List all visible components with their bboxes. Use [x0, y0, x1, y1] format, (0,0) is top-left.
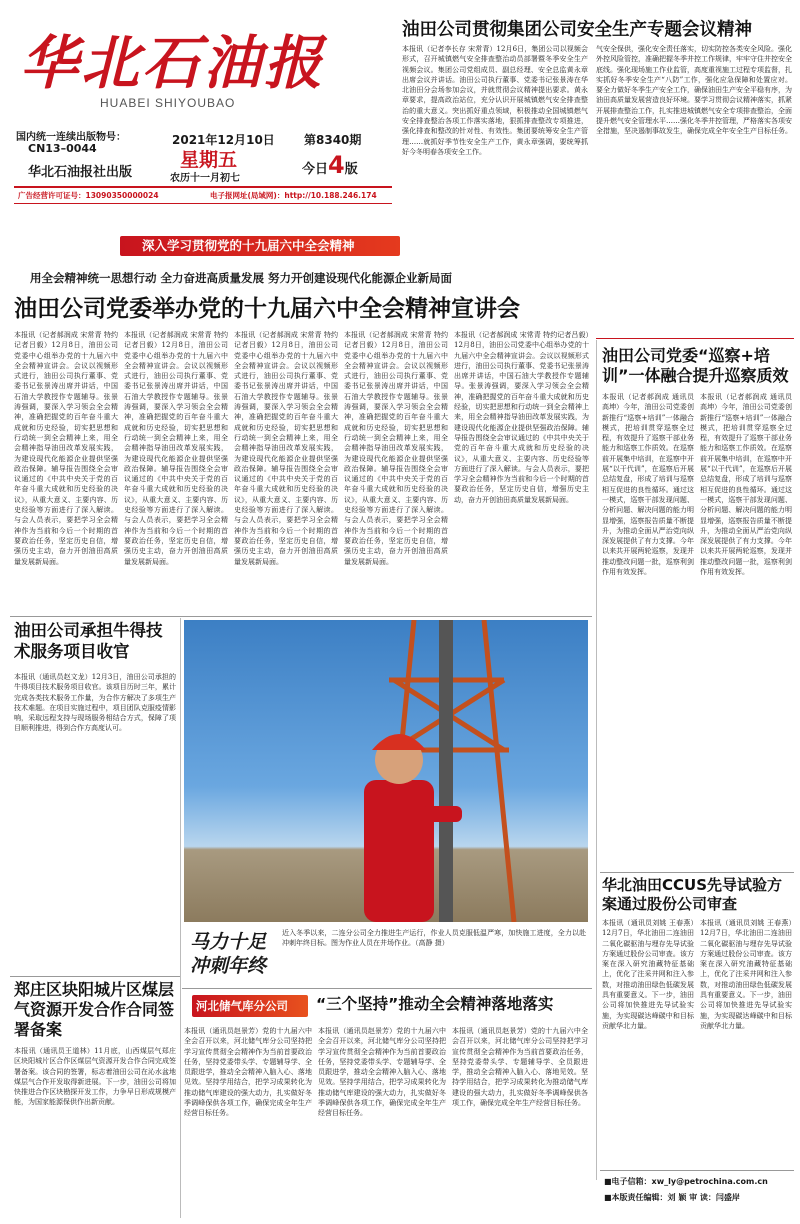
special-banner-text: 深入学习贯彻党的十九届六中全会精神 [142, 238, 355, 253]
patrol-body-col1: 本报讯（记者郝润成 通讯员高坤）今年，油田公司党委创新推行“巡察+培训”一体融合模式，把培训贯穿巡察全过程，有效提升了巡察干部业务能力和巡察工作质效。在巡察前开展集中培训，在巡察中开展“以干代训”，在巡察后开展总结复盘，形成了培训与巡察相互促进的良性循环。通过这一模式，巡察干部发现问题、分析问题、解决问题的能力明显增强，巡察报告质量不断提升，为推动全面从严治党向纵深发展提供了有力支撑。今年以来共开展两轮巡察，发现并推动整改问题一批，巡察利剑作用有效发挥。 [602, 393, 694, 577]
footer-email: ■电子信箱：xw_ly@petrochina.com.cn [604, 1177, 768, 1186]
masthead-pinyin: HUABEI SHIYOUBAO [100, 96, 236, 110]
main-body-col4: 本报讯（记者郝润成 宋常青 特约记者吕毅）12月8日，油田公司党委中心组举办党的十九届六中全会精神宣讲会。会议以视频形式进行，油田公司执行董事、党委书记张景涛出席并讲话，中国石油大学教授作专题辅导。张景涛强调，要深入学习领会全会精神，准确把握党的百年奋斗重大成就和历史经验，切实把思想和行动统一到全会精神上来，用全会精神指导油田改革发展实践，为建设现代化能源企业提供坚强政治保障。辅导报告围绕全会审议通过的《中共中央关于党的百年奋斗重大成就和历史经验的决议》，从重大意义、主要内容、历史经验等方面进行了深入解读。与会人员表示，要把学习全会精神作为当前和今后一个时期的首要政治任务，坚定历史自信，增强历史主动，奋力开创油田高质量发展新局面。 [344, 331, 448, 566]
divider-ccus-top [600, 872, 794, 873]
divider-hebei-top [182, 988, 592, 989]
main-headline: 油田公司党委举办党的十九届六中全会精神宣讲会 [14, 296, 520, 322]
cn-label: 国内统一连续出版物号： [16, 132, 126, 143]
photo-illustration [184, 620, 588, 922]
safety-body-left: 本报讯（记者李长存 宋常青）12月6日，集团公司以视频会形式，召开城镇燃气安全排查整治动员部署暨冬季安全生产视频会议。集团公司党组成员、副总经理、安全总监黄永章出席会议并讲话。油田公司执行董事、党委书记张景涛在华北油田分会场参加会议，并就贯彻会议精神提出要求。黄永章要求，提高政治站位，充分认识开展城镇燃气安全排查整治的重大意义。突出抓好重点领域，积极推动全国城镇燃气安全排查整治各项工作落实落地，狠抓排查整改专项推进，强化排查和整改的针对性、有效性。集团要统筹安全生产管理……就抓好季节性安全生产工作，黄永章强调，要统筹抓好今冬明春各项安全工作。 [402, 45, 588, 156]
hebei-body-col3: 本报讯（通讯员赵景芳）党的十九届六中全会召开以来，河北储气库分公司坚持把学习宣传贯彻全会精神作为当前首要政治任务，坚持党委带头学、专题辅导学、全员跟进学，推动全会精神入脑入心、落地见效。坚持学用结合，把学习成果转化为推动储气库建设的强大动力，扎实做好冬季调峰保供各项工作，确保完成全年生产经营目标任务。 [452, 1027, 588, 1108]
divider-main-bottom [10, 616, 592, 617]
divider-v-left [180, 618, 181, 1218]
publisher: 华北石油报社出版 [28, 165, 133, 180]
ccus-body-col1: 本报讯（通讯员刘姚 王春燕）12月7日，华北油田二连油田二氧化碳驱油与埋存先导试验方案通过股份公司审查。该方案在深入研究油藏特征基础上，优化了注采井网和注入参数，对推动油田绿色低碳发展具有重要意义。下一步，油田公司将加快推进先导试验实施，为实现碳达峰碳中和目标贡献华北力量。 [602, 919, 694, 1030]
main-body-col5: 本报讯（记者郝润成 宋常青 特约记者吕毅）12月8日，油田公司党委中心组举办党的十九届六中全会精神宣讲会。会议以视频形式进行，油田公司执行董事、党委书记张景涛出席并讲话，中国石油大学教授作专题辅导。张景涛强调，要深入学习领会全会精神，准确把握党的百年奋斗重大成就和历史经验，切实把思想和行动统一到全会精神上来，用全会精神指导油田改革发展实践，为建设现代化能源企业提供坚强政治保障。辅导报告围绕全会审议通过的《中共中央关于党的百年奋斗重大成就和历史经验的决议》，从重大意义、主要内容、历史经验等方面进行了深入解读。与会人员表示，要把学习全会精神作为当前和今后一个时期的首要政治任务，坚定历史自信，增强历史主动，奋力开创油田高质量发展新局面。 [454, 331, 589, 504]
divider-safety-bottom [596, 338, 794, 339]
hebei-headline: “三个坚持”推动全会精神落地落实 [316, 995, 554, 1013]
pages-suffix: 版 [344, 162, 358, 177]
hebei-body-col2: 本报讯（通讯员赵景芳）党的十九届六中全会召开以来，河北储气库分公司坚持把学习宣传贯彻全会精神作为当前首要政治任务，坚持党委带头学、专题辅导学、全员跟进学，推动全会精神入脑入心、落地见效。坚持学用结合，把学习成果转化为推动储气库建设的强大动力，扎实做好冬季调峰保供各项工作，确保完成全年生产经营目标任务。 [318, 1027, 446, 1118]
drill-pipe [439, 620, 453, 922]
safety-body-right: 气安全保供，强化安全责任落实，切实防控各类安全风险。强化外控风险管控，准确把握冬季井控工作规律，牢牢守住井控安全底线。强化现场施工作业监管，高度重视施工过程专项监督，扎实抓好冬季安全生产“八防”工作，强化应急保障和处置应对。要全力做好冬季生产安全工作，确保油田生产安全平稳有序，为油田高质量发展营造良好环境。要学习贯彻会议精神落实，抓紧开展排查整治工作，扎实推进城镇燃气安全专项排查整治，全面提升燃气安全管理水平……强化冬季井控管理，严格落实各项安全措施，坚决遏制事故发生，确保完成全年安全生产目标任务。 [596, 45, 792, 136]
tech-body: 本报讯（通讯员赵文龙）12月3日，油田公司承担的牛得项目技术服务项目收官。该项目历时三年，累计完成各类技术服务工作量，为合作方解决了多项生产技术难题。在项目实施过程中，项目团队克服疫情影响，采取远程支持与现场服务相结合方式，保障了项目顺利推进，得到合作方高度认可。 [14, 673, 176, 733]
photo-caption-title: 马力十足 冲刺年终 [190, 931, 267, 977]
main-body-col2: 本报讯（记者郝润成 宋常青 特约记者吕毅）12月8日，油田公司党委中心组举办党的十九届六中全会精神宣讲会。会议以视频形式进行，油田公司执行董事、党委书记张景涛出席并讲话，中国石油大学教授作专题辅导。张景涛强调，要深入学习领会全会精神，准确把握党的百年奋斗重大成就和历史经验，切实把思想和行动统一到全会精神上来，用全会精神指导油田改革发展实践，为建设现代化能源企业提供坚强政治保障。辅导报告围绕全会审议通过的《中共中央关于党的百年奋斗重大成就和历史经验的决议》，从重大意义、主要内容、历史经验等方面进行了深入解读。与会人员表示，要把学习全会精神作为当前和今后一个时期的首要政治任务，坚定历史自信，增强历史主动，奋力开创油田高质量发展新局面。 [124, 331, 228, 566]
patrol-body-col2: 本报讯（记者郝润成 通讯员高坤）今年，油田公司党委创新推行“巡察+培训”一体融合模式，把培训贯穿巡察全过程，有效提升了巡察干部业务能力和巡察工作质效。在巡察前开展集中培训，在巡察中开展“以干代训”，在巡察后开展总结复盘，形成了培训与巡察相互促进的良性循环。通过这一模式，巡察干部发现问题、分析问题、解决问题的能力明显增强，巡察报告质量不断提升，为推动全面从严治党向纵深发展提供了有力支撑。今年以来共开展两轮巡察，发现并推动整改问题一批，巡察利剑作用有效发挥。 [700, 393, 792, 577]
ccus-body-col2: 本报讯（通讯员刘姚 王春燕）12月7日，华北油田二连油田二氧化碳驱油与埋存先导试验方案通过股份公司审查。该方案在深入研究油藏特征基础上，优化了注采井网和注入参数，对推动油田绿色低碳发展具有重要意义。下一步，油田公司将加快推进先导试验实施，为实现碳达峰碳中和目标贡献华北力量。 [700, 919, 792, 1030]
masthead-title: 华北石油报 [20, 29, 326, 97]
tech-headline: 油田公司承担牛得技术服务项目收官 [14, 621, 163, 661]
main-body-col3: 本报讯（记者郝润成 宋常青 特约记者吕毅）12月8日，油田公司党委中心组举办党的十九届六中全会精神宣讲会。会议以视频形式进行，油田公司执行董事、党委书记张景涛出席并讲话，中国石油大学教授作专题辅导。张景涛强调，要深入学习领会全会精神，准确把握党的百年奋斗重大成就和历史经验，切实把思想和行动统一到全会精神上来，用全会精神指导油田改革发展实践，为建设现代化能源企业提供坚强政治保障。辅导报告围绕全会审议通过的《中共中央关于党的百年奋斗重大成就和历史经验的决议》，从重大意义、主要内容、历史经验等方面进行了深入解读。与会人员表示，要把学习全会精神作为当前和今后一个时期的首要政治任务，坚定历史自信，增强历史主动，奋力开创油田高质量发展新局面。 [234, 331, 338, 566]
photo-caption: 近入冬季以来，二连分公司全力推进生产运行，作业人员克服低温严寒，加快施工进度，全力以赴冲刺年终目标。图为作业人员在井场作业。（高静 摄） [282, 929, 586, 948]
divider-footer-top [600, 1170, 794, 1171]
issue-number: 第8340期 [304, 133, 362, 147]
main-subtitle: 用全会精神统一思想行动 全力奋进高质量发展 努力开创建设现代化能源企业新局面 [30, 271, 453, 285]
coal-body: 本报讯（通讯员王道林）11月底，山西煤层气郑庄区块阳城片区合作区煤层气资源开发合作合同完成签署备案。该合同的签署，标志着油田公司在沁水盆地煤层气合作开发取得新进展。下一步，油田公司将加快推进合作区块勘探开发工作，力争早日形成规模产能，为国家能源保供作出新贡献。 [14, 1047, 176, 1107]
intranet-url: 电子报网址(局域网)：http://10.188.246.174 [210, 191, 377, 200]
masthead-divider-bottom [14, 203, 392, 204]
footer-editors: ■本版责任编辑：刘 颖 审 读：闫盛岸 [604, 1193, 740, 1202]
divider-coal-top [10, 976, 180, 977]
worker-photo [184, 620, 588, 922]
cn-number: CN13–0044 [28, 142, 97, 155]
safety-headline: 油田公司贯彻集团公司安全生产专题会议精神 [402, 20, 752, 40]
lunar-date: 农历十一月初七 [170, 173, 240, 184]
pages-today [302, 151, 358, 179]
weekday: 星期五 [180, 149, 238, 171]
ccus-headline: 华北油田CCUS先导试验方案通过股份公司审查 [602, 876, 783, 913]
divider-v-right [596, 340, 597, 1180]
main-body-col1: 本报讯（记者郝润成 宋常青 特约记者吕毅）12月8日，油田公司党委中心组举办党的十九届六中全会精神宣讲会。会议以视频形式进行，油田公司执行董事、党委书记张景涛出席并讲话，中国石油大学教授作专题辅导。张景涛强调，要深入学习领会全会精神，准确把握党的百年奋斗重大成就和历史经验，切实把思想和行动统一到全会精神上来，用全会精神指导油田改革发展实践，为建设现代化能源企业提供坚强政治保障。辅导报告围绕全会审议通过的《中共中央关于党的百年奋斗重大成就和历史经验的决议》，从重大意义、主要内容、历史经验等方面进行了深入解读。与会人员表示，要把学习全会精神作为当前和今后一个时期的首要政治任务，坚定历史自信，增强历史主动，奋力开创油田高质量发展新局面。 [14, 331, 118, 566]
hebei-section-label: 河北储气库分公司 [196, 999, 288, 1013]
coal-headline: 郑庄区块阳城片区煤层气资源开发合作合同签署备案 [14, 980, 175, 1039]
patrol-headline: 油田公司党委“巡察+培训”一体融合提升巡察质效 [602, 346, 789, 385]
masthead-divider [14, 186, 392, 188]
pages-number: 4 [328, 151, 345, 179]
pages-prefix: 今日 [302, 162, 329, 177]
hebei-body-col1: 本报讯（通讯员赵景芳）党的十九届六中全会召开以来，河北储气库分公司坚持把学习宣传贯彻全会精神作为当前首要政治任务，坚持党委带头学、专题辅导学、全员跟进学，推动全会精神入脑入心、落地见效。坚持学用结合，把学习成果转化为推动储气库建设的强大动力，扎实做好冬季调峰保供各项工作，确保完成全年生产经营目标任务。 [184, 1027, 312, 1118]
date: 2021年12月10日 [172, 133, 275, 147]
ad-license: 广告经营许可证号：13090350000024 [18, 191, 159, 200]
